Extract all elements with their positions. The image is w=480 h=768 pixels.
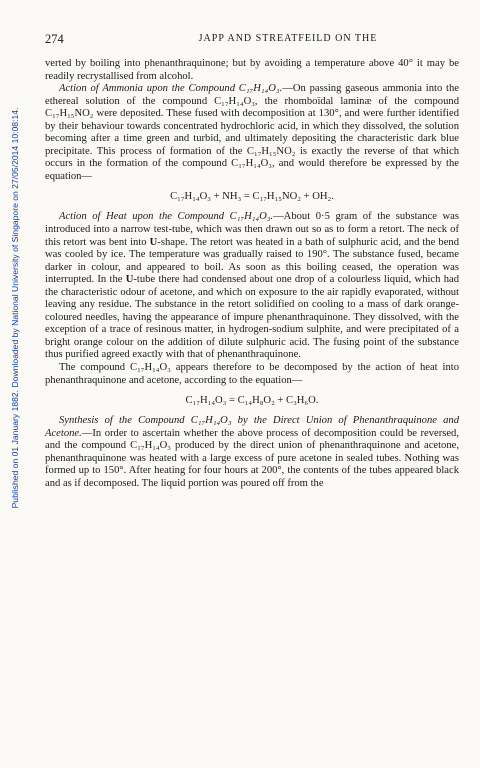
- u-shape-glyph: U: [149, 236, 158, 248]
- paragraph-heat-body-c: -tube there had condensed about one drop of a colourless liquid, which had the characteristic odour of acetone, and which on exposure to the air rapidly evaporated, without leaving any residue. The substance in the retort solidified on cooling to a mass of dark orange-coloured needles, having the appearance of impure phenanthraquinone. They dissolved, with the exception of a trace of resinous matter, in hydrogen-sodium sulphite, and were precipitated of a bright orange colour on the addition of dilute sulphuric acid. The fusing point of the substance thus purified agreed exactly with that of phenanthraquinone.: [45, 274, 460, 361]
- page-number: 274: [45, 32, 64, 46]
- section-heading-heat: Action of Heat upon the Compound C₁₇H₁₄O₃.: [59, 211, 274, 223]
- paragraph-ammonia: [45, 83, 459, 183]
- page-body: [45, 32, 459, 490]
- equation-ammonia: C₁₇H₁₄O₃ + NH₃ = C₁₇H₁₅NO₂ + OH₂.: [170, 191, 334, 203]
- paragraph-ammonia-body: —On passing gaseous ammonia into the ethereal solution of the compound C₁₇H₁₄O₃, the rhomboïdal laminæ of the compound C₁₇H₁₅NO₂ were deposited. These fused with decomposition at 130°, and were further identified by their behaviour towards concentrated hydrochloric acid, in which they dissolved, the solution becoming after a time green and turbid, and ultimately depositing the characteristic dark blue precipitate. This process of formation of the C₁₇H₁₅NO₂ is exactly the reverse of that which occurs in the formation of the compound C₁₇H₁₄O₃, and would therefore be expressed by the equation—: [45, 83, 459, 182]
- download-watermark: [2, 28, 22, 588]
- page-header: [45, 32, 459, 50]
- paragraph-continued: verted by boiling into phenanthraquinone; but by avoiding a temperature above 40° it may be readily recrystallised from alcohol.: [45, 58, 459, 82]
- watermark-text: Published on 01 January 1882. Downloaded by National University of Singapore on 27/05/2014 10:08:14.: [10, 107, 20, 509]
- paragraph-heat: [45, 211, 459, 362]
- paragraph-conclusion: The compound C₁₇H₁₄O₃ appears therefore to be decomposed by the action of heat into phenanthraquinone and acetone, according to the equation—: [45, 362, 459, 386]
- section-heading-ammonia: Action of Ammonia upon the Compound C₁₇H₁₄O₃.: [59, 83, 283, 95]
- paragraph-heat-body-a: —About 0·5 gram of the substance was introduced into a narrow test-tube, which was then drawn out so as to form a retort. The neck of this retort was bent into: [45, 211, 459, 248]
- paragraph-synthesis: [45, 415, 459, 490]
- paragraph-heat-body-b: -shape. The retort was heated in a bath of sulphuric acid, and the bend was cooled by ice. The temperature was gradually raised to 190°. The substance fused, became darker in colour, and appeared to boil. As soon as this boiling ceased, the operation was interrupted. In the: [45, 236, 459, 286]
- u-tube-glyph: U: [125, 274, 134, 286]
- running-head: JAPP AND STREATFEILD ON THE: [198, 33, 378, 44]
- paragraph-synthesis-body: —In order to ascertain whether the above process of decomposition could be reversed, and the compound C₁₇H₁₄O₃ produced by the direct union of phenanthraquinone and acetone, phenanthraquinone was heated with a large excess of pure acetone in sealed tubes. Nothing was formed up to 150°. After heating for four hours at 200°, the contents of the tubes appeared black and as if decomposed. The liquid portion was poured off from the: [45, 427, 459, 489]
- equation-heat: C₁₇H₁₄O₃ = C₁₄H₈O₂ + C₃H₆O.: [185, 395, 319, 407]
- section-heading-synthesis: Synthesis of the Compound C₁₇H₁₄O₃ by the Direct Union of Phenanthraquinone and Acetone.: [45, 415, 459, 439]
